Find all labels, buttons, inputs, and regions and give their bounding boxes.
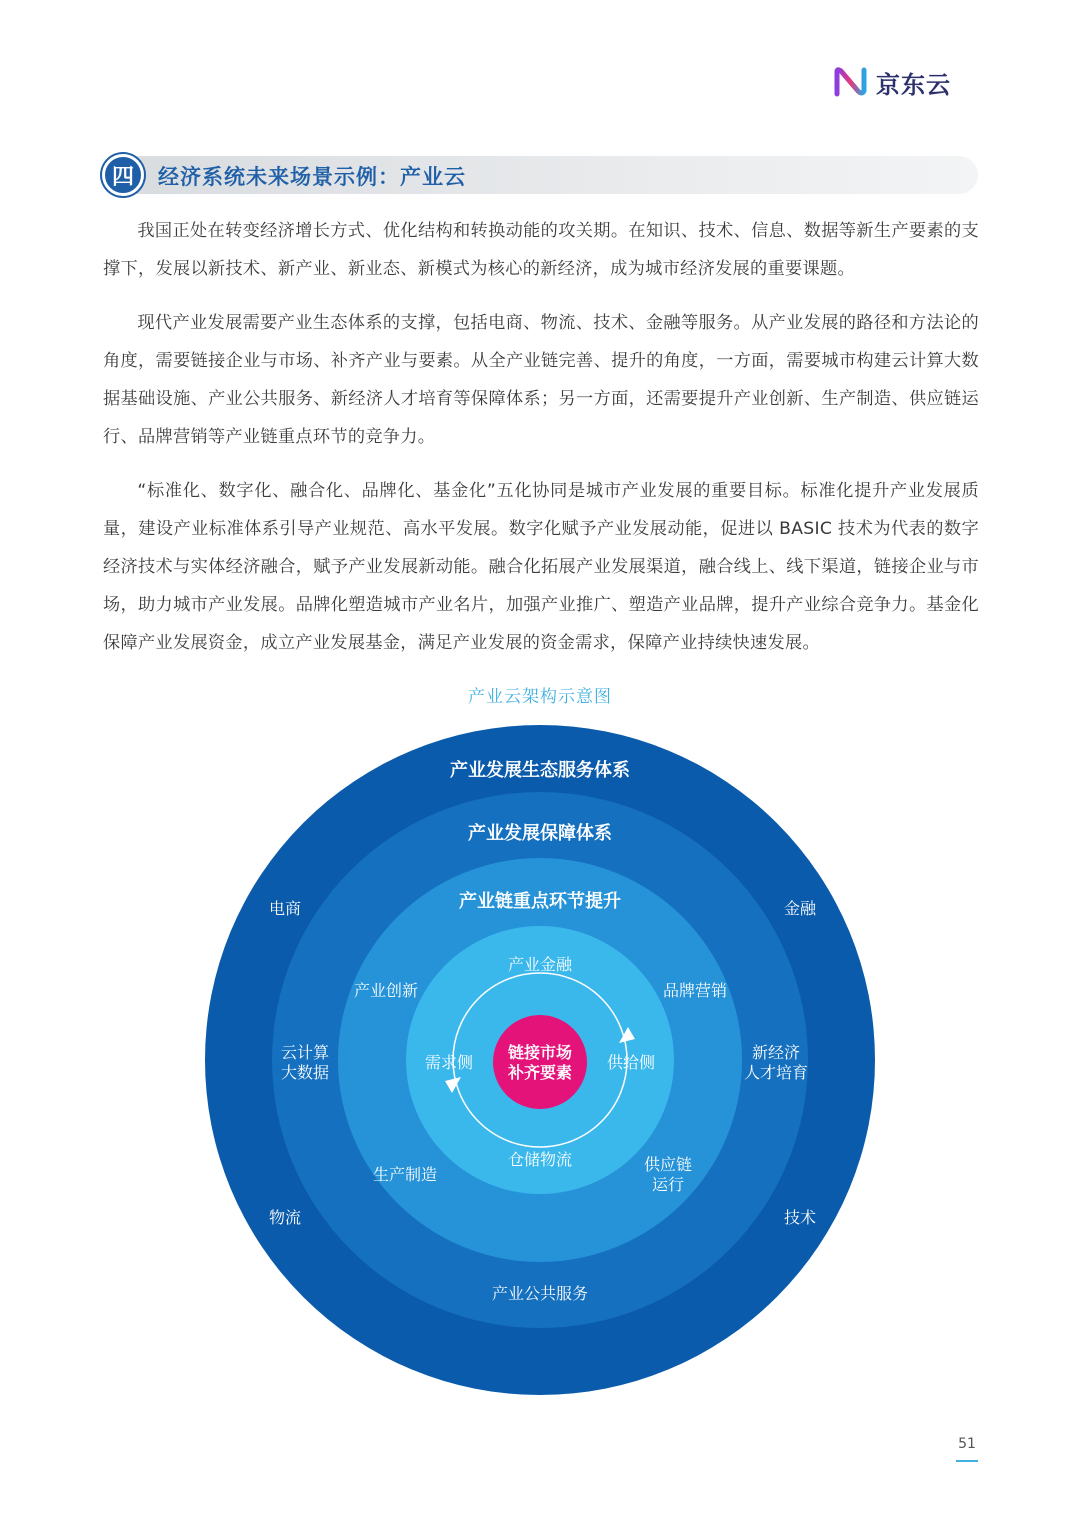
section-title: 经济系统未来场景示例：产业云 xyxy=(158,165,466,189)
inner-item-industry-finance: 产业金融 xyxy=(507,955,573,974)
chain-item-manufacturing: 生产制造 xyxy=(372,1165,438,1184)
brand-name: 京东云 xyxy=(876,70,951,99)
page-number: 51 xyxy=(958,1436,976,1452)
guarantee-item-cloud-bigdata: 云计算 大数据 xyxy=(280,1043,330,1082)
inner-item-demand-side: 需求侧 xyxy=(424,1053,474,1072)
ecosystem-item-ecommerce: 电商 xyxy=(268,899,302,918)
inner-item-supply-side: 供给侧 xyxy=(606,1053,656,1072)
section-header xyxy=(102,154,978,196)
guarantee-item-public-service: 产业公共服务 xyxy=(491,1284,589,1303)
chain-item-brand-marketing: 品牌营销 xyxy=(662,981,728,1000)
core-label: 链接市场 补齐要素 xyxy=(507,1043,573,1082)
ecosystem-item-technology: 技术 xyxy=(783,1208,817,1227)
chain-item-supply-chain: 供应链 运行 xyxy=(643,1155,693,1194)
page-number-underline xyxy=(956,1460,978,1462)
section-number-badge: 四 xyxy=(102,154,144,196)
industry-cloud-diagram xyxy=(205,725,875,1395)
paragraph-1: 我国正处在转变经济增长方式、优化结构和转换动能的攻关期。在知识、技术、信息、数据等新生产要素的支撑下，发展以新技术、新产业、新业态、新模式为核心的新经济，成为城市经济发展的重要课题。 xyxy=(103,221,979,279)
brand-logo xyxy=(832,62,962,102)
paragraph-2: 现代产业发展需要产业生态体系的支撑，包括电商、物流、技术、金融等服务。从产业发展的路径和方法论的角度，需要链接企业与市场、补齐产业与要素。从全产业链完善、提升的角度，一方面，需要城市构建云计算大数据基础设施、产业公共服务、新经济人才培育等保障体系；另一方面，还需要提升产业创新、生产制造、供应链运行、品牌营销等产业链重点环节的竞争力。 xyxy=(103,313,979,447)
ring-chain-title: 产业链重点环节提升 xyxy=(459,890,621,912)
paragraph-3: “标准化、数字化、融合化、品牌化、基金化”五化协同是城市产业发展的重要目标。标准化提升产业发展质量，建设产业标准体系引导产业规范、高水平发展。数字化赋予产业发展动能，促进以 BASIC 技术为代表的数字经济技术与实体经济融合，赋予产业发展新动能。融合化拓展产业发展渠道，融合线上、线下渠道，链接企业与市场，助力城市产业发展。品牌化塑造城市产业名片，加强产业推广、塑造产业品牌，提升产业综合竞争力。基金化保障产业发展资金，成立产业发展基金，满足产业发展的资金需求，保障产业持续快速发展。 xyxy=(103,481,979,653)
chain-item-innovation: 产业创新 xyxy=(353,981,419,1000)
guarantee-item-talent: 新经济 人才培育 xyxy=(743,1043,809,1082)
figure-caption: 产业云架构示意图 xyxy=(468,687,612,707)
brand-logo-icon xyxy=(832,64,872,100)
ring-guarantee-title: 产业发展保障体系 xyxy=(468,822,612,844)
ecosystem-item-logistics: 物流 xyxy=(268,1208,302,1227)
inner-item-warehouse-logistics: 仓储物流 xyxy=(507,1150,573,1169)
ring-ecosystem-title: 产业发展生态服务体系 xyxy=(450,759,630,781)
ecosystem-item-finance: 金融 xyxy=(783,899,817,918)
